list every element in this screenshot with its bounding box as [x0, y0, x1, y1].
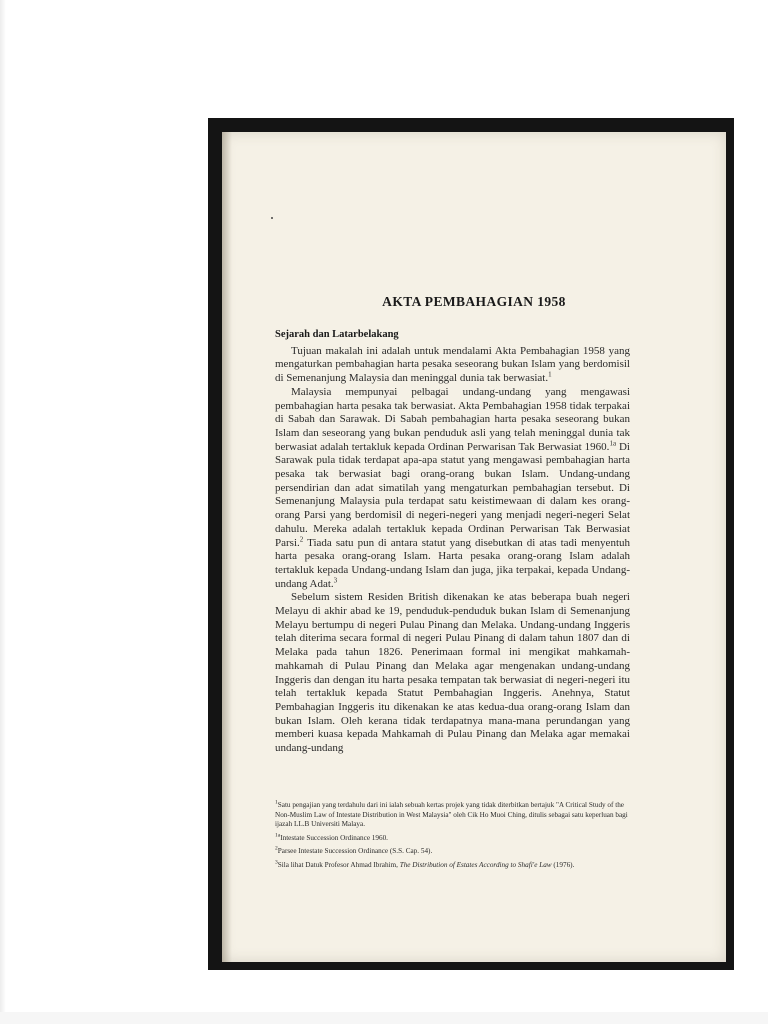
footnote-2 — [275, 847, 630, 857]
footnotes — [275, 801, 630, 875]
paragraph-1 — [275, 345, 630, 386]
book-page — [222, 132, 726, 962]
section-heading: Sejarah dan Latarbelakang — [275, 329, 399, 340]
footnote-mark: 1a — [275, 832, 281, 839]
paragraph-3 — [275, 591, 630, 755]
scan-bottom-strip — [0, 1012, 768, 1024]
footnote-ref-1a: 1a — [609, 438, 617, 447]
paragraph-2-text-c: Tiada satu pun di antara statut yang disebutkan di atas tadi menyentuh harta pesaka orang-orang Islam. Harta pesaka orang-orang Islam adalah tertakluk kepada Undang-undang Islam dan juga, jika terpakai, kepada Undang-undang Adat. — [275, 536, 630, 590]
footnote-mark: 3 — [275, 859, 278, 866]
footnote-mark: 1 — [275, 799, 278, 806]
footnote-1 — [275, 801, 630, 830]
paragraph-2-text-a: Malaysia mempunyai pelbagai undang-undang yang mengawasi pembahagian harta pesaka tak berwasiat. Akta Pembahagian 1958 tidak terpakai di Sabah dan Sarawak. Di Sabah pembahagian harta pesaka seseorang bukan Islam dan seseorang yang bukan penduduk asli yang telah meninggal dunia tak berwasiat adalah tertakluk kepada Ordinan Perwarisan Tak Berwasiat 1960. — [275, 385, 630, 453]
footnote-mark: 2 — [275, 845, 278, 852]
page-speck — [271, 217, 273, 219]
footnote-3 — [275, 861, 630, 871]
body-text — [275, 328, 630, 756]
footnote-text-end: (1976). — [551, 860, 575, 869]
footnote-text: Intestate Succession Ordinance 1960. — [280, 833, 388, 842]
footnote-ref-1: 1 — [548, 370, 552, 379]
document-title: AKTA PEMBAHAGIAN 1958 — [382, 294, 566, 309]
footnote-text: Satu pengajian yang terdahulu dari ini ialah sebuah kertas projek yang tidak diterbitkan bertajuk "A Critical Study of the Non-Muslim Law of Intestate Distribution in West Malaysia" oleh Cik Ho Muoi Ching, ditulis sebagai satu keperluan bagi ijazah LL.B Universiti Malaya. — [275, 801, 628, 829]
footnote-ref-3: 3 — [333, 576, 338, 584]
paragraph-2 — [275, 386, 630, 592]
paragraph-3-text: Sebelum sistem Residen British dikenakan ke atas beberapa buah negeri Melayu di akhir abad ke 19, penduduk-penduduk bukan Islam di Semenanjung Melayu bertumpu di negeri Pulau Pinang dan Melaka. Undang-undang Inggeris telah diterima secara formal di negeri Pulau Pinang di dalam tahun 1807 dan di Melaka pada tahun 1826. Penerimaan formal ini mengikat mahkamah-mahkamah di Pulau Pinang dan Melaka agar mengenakan undang-undang Inggeris dan dengan itu harta pesaka tempatan tak berwasiat di negeri-negeri itu telah tertakluk kepada Statut Pembahagian Inggeris. Anehnya, Statut Pembahagian Inggeris itu dikenakan ke atas kedua-dua orang-orang Islam dan bukan Islam. Oleh kerana tidak terdapatnya mana-mana perundangan yang memberi kuasa kepada Mahkamah di Pulau Pinang dan Melaka agar memakai undang-undang — [275, 591, 630, 755]
scan-edge-shadow — [0, 0, 6, 1024]
paragraph-1-text: Tujuan makalah ini adalah untuk mendalami Akta Pembahagian 1958 yang mengaturkan pembahagian harta pesaka seseorang bukan Islam yang berdomisil di Semenanjung Malaysia dan meninggal dunia tak berwasiat. — [275, 344, 630, 385]
paragraph-2-text-b: Di Sarawak pula tidak terdapat apa-apa statut yang mengawasi pembahagian harta pesaka tak berwasiat bagi orang-orang bukan Islam. Undang-undang persendirian dan adat simatilah yang mengaturkan pembahagian tersebut. Di Semenanjung Malaysia pula terdapat satu keistimewaan di dalam kes orang-orang Parsi yang berdomisil di negeri-negeri yang menjadi negeri-negeri Selat dahulu. Mereka adalah tertakluk kepada Ordinan Perwarisan Tak Berwasiat Parsi. — [275, 440, 630, 549]
footnote-1a — [275, 834, 630, 844]
footnote-book-title: The Distribution of Estates According to Shafi'e Law — [399, 860, 552, 869]
footnote-text: Parsee Intestate Succession Ordinance (S.S. Cap. 54). — [277, 847, 433, 856]
footnote-ref-2: 2 — [299, 534, 304, 543]
footnote-text: Sila lihat Datuk Profesor Ahmad Ibrahim, — [277, 860, 400, 869]
